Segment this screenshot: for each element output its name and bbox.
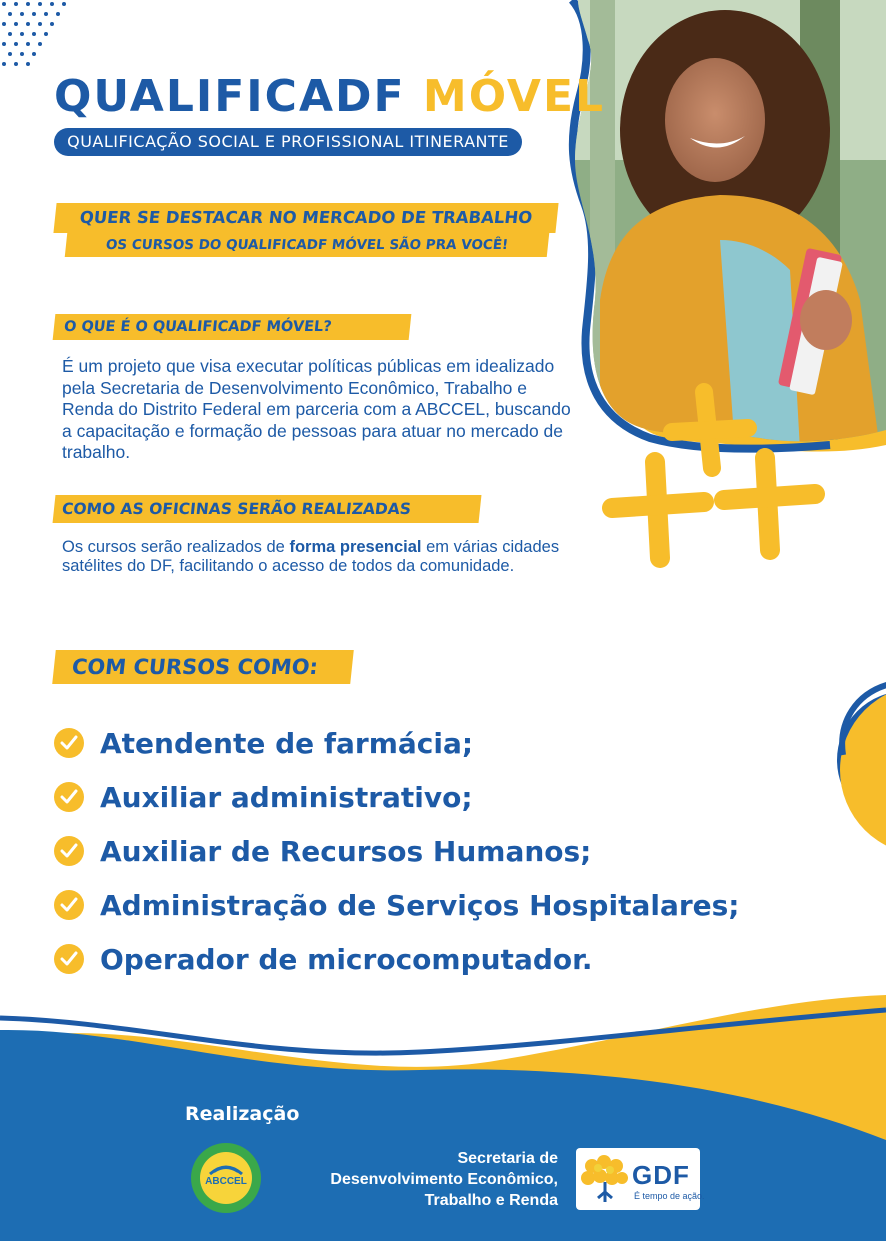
how-text-bold: forma presencial [289,538,422,556]
course-label: Auxiliar administrativo; [100,780,473,814]
secretaria-name [300,1148,558,1211]
section-heading-how: COMO AS OFICINAS SERÃO REALIZADAS [53,495,482,523]
course-label: Atendente de farmácia; [100,726,474,760]
gdf-tree-icon [578,1152,632,1206]
title-part-2: MÓVEL [422,71,606,122]
headline-line-2: OS CURSOS DO QUALIFICADF MÓVEL SÃO PRA VOCÊ! [65,233,550,257]
abccel-logo-text: ABCCEL [205,1176,247,1187]
how-text-start: Os cursos serão realizados de [62,538,290,556]
student-photo [570,0,886,450]
secretaria-line-2: Desenvolvimento Econômico, [330,1171,558,1188]
section-body-how [62,538,582,576]
how-text-end: em várias cidades satélites do DF, facilitando o acesso de todos da comunidade. [62,538,560,575]
section-heading-courses: COM CURSOS COMO: [52,650,354,684]
course-label: Administração de Serviços Hospitalares; [100,888,740,922]
check-circle-icon [54,728,84,758]
list-item [54,939,593,979]
course-label: Operador de microcomputador. [100,942,593,976]
list-item [54,777,473,817]
list-item [54,831,591,871]
dot-pattern [2,2,66,66]
check-circle-icon [54,836,84,866]
headline-line-1: QUER SE DESTACAR NO MERCADO DE TRABALHO [53,203,558,233]
list-item [54,723,473,763]
abccel-logo [190,1142,262,1214]
list-item [54,885,740,925]
title-part-1: QUALIFICADF [54,71,406,122]
secretaria-line-1: Secretaria de [457,1150,558,1167]
check-circle-icon [54,944,84,974]
page-subtitle: QUALIFICAÇÃO SOCIAL E PROFISSIONAL ITINERANTE [54,128,522,156]
check-circle-icon [54,782,84,812]
gdf-logo-text: GDF [632,1160,690,1190]
course-label: Auxiliar de Recursos Humanos; [100,834,592,868]
gdf-tagline: É tempo de ação. [634,1191,705,1201]
secretaria-line-3: Trabalho e Renda [424,1192,558,1209]
realizacao-label: Realização [185,1103,300,1125]
section-body-what: É um projeto que visa executar políticas públicas em idealizado pela Secretaria de Desenvolvimento Econômico, Trabalho e Renda do Distrito Federal em parceria com a ABCCEL, buscando a capacitação e formação de pessoas para atuar no mercado de trabalho. [62,356,571,462]
check-circle-icon [54,890,84,920]
page-title [54,72,605,122]
section-heading-what: O QUE É O QUALIFICADF MÓVEL? [53,314,412,340]
